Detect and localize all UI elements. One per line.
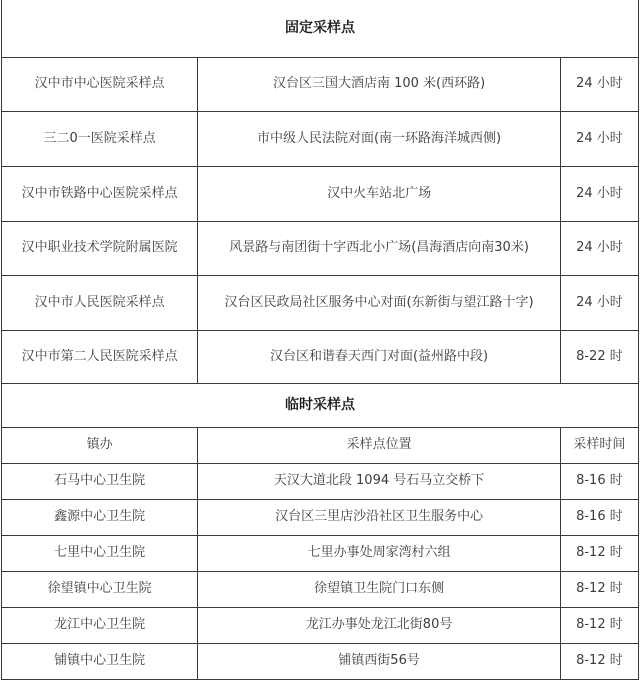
town-name: 铺镇中心卫生院 xyxy=(2,643,198,679)
point-location: 天汉大道北段 1094 号石马立交桥下 xyxy=(198,463,561,499)
table-row xyxy=(2,535,639,571)
temp-section-header-row xyxy=(2,383,639,427)
site-name: 三二0一医院采样点 xyxy=(2,111,198,166)
site-location: 汉台区民政局社区服务中心对面(东新街与望江路十字) xyxy=(198,275,561,330)
site-location: 市中级人民法院对面(南一环路海洋城西侧) xyxy=(198,111,561,166)
town-name: 徐望镇中心卫生院 xyxy=(2,571,198,607)
site-hours: 24 小时 xyxy=(560,166,638,221)
table-row xyxy=(2,221,639,275)
point-location: 七里办事处周家湾村六组 xyxy=(198,535,561,571)
town-name: 七里中心卫生院 xyxy=(2,535,198,571)
table-row xyxy=(2,571,639,607)
point-location: 徐望镇卫生院门口东侧 xyxy=(198,571,561,607)
temp-section-title: 临时采样点 xyxy=(2,383,639,427)
site-name: 汉中市铁路中心医院采样点 xyxy=(2,166,198,221)
sampling-time: 8-12 时 xyxy=(560,571,638,607)
site-hours: 24 小时 xyxy=(560,57,638,111)
column-header-row xyxy=(2,427,639,463)
point-location: 汉台区三里店沙沿社区卫生服务中心 xyxy=(198,499,561,535)
sampling-time: 8-12 时 xyxy=(560,643,638,679)
sampling-time: 8-16 时 xyxy=(560,463,638,499)
site-name: 汉中市中心医院采样点 xyxy=(2,57,198,111)
site-location: 汉台区三国大酒店南 100 米(西环路) xyxy=(198,57,561,111)
fixed-sampling-table xyxy=(1,0,639,384)
sampling-time: 8-16 时 xyxy=(560,499,638,535)
column-header-location: 采样点位置 xyxy=(198,427,561,463)
temporary-sampling-table xyxy=(1,383,639,680)
sampling-time: 8-12 时 xyxy=(560,535,638,571)
column-header-time: 采样时间 xyxy=(560,427,638,463)
site-location: 汉中火车站北广场 xyxy=(198,166,561,221)
table-row xyxy=(2,275,639,330)
town-name: 石马中心卫生院 xyxy=(2,463,198,499)
site-hours: 24 小时 xyxy=(560,275,638,330)
site-name: 汉中职业技术学院附属医院 xyxy=(2,221,198,275)
site-location: 汉台区和谐春天西门对面(益州路中段) xyxy=(198,330,561,383)
site-name: 汉中市第二人民医院采样点 xyxy=(2,330,198,383)
table-row xyxy=(2,607,639,643)
town-name: 鑫源中心卫生院 xyxy=(2,499,198,535)
point-location: 铺镇西街56号 xyxy=(198,643,561,679)
table-row xyxy=(2,499,639,535)
fixed-section-header-row xyxy=(2,0,639,57)
site-name: 汉中市人民医院采样点 xyxy=(2,275,198,330)
table-row xyxy=(2,463,639,499)
town-name: 龙江中心卫生院 xyxy=(2,607,198,643)
site-hours: 8-22 时 xyxy=(560,330,638,383)
table-row xyxy=(2,643,639,679)
site-hours: 24 小时 xyxy=(560,111,638,166)
point-location: 龙江办事处龙江北街80号 xyxy=(198,607,561,643)
column-header-town: 镇办 xyxy=(2,427,198,463)
table-row xyxy=(2,111,639,166)
table-row xyxy=(2,166,639,221)
site-location: 风景路与南团街十字西北小广场(昌海酒店向南30米) xyxy=(198,221,561,275)
table-row xyxy=(2,330,639,383)
fixed-section-title: 固定采样点 xyxy=(2,0,639,57)
table-row xyxy=(2,57,639,111)
site-hours: 24 小时 xyxy=(560,221,638,275)
sampling-time: 8-12 时 xyxy=(560,607,638,643)
